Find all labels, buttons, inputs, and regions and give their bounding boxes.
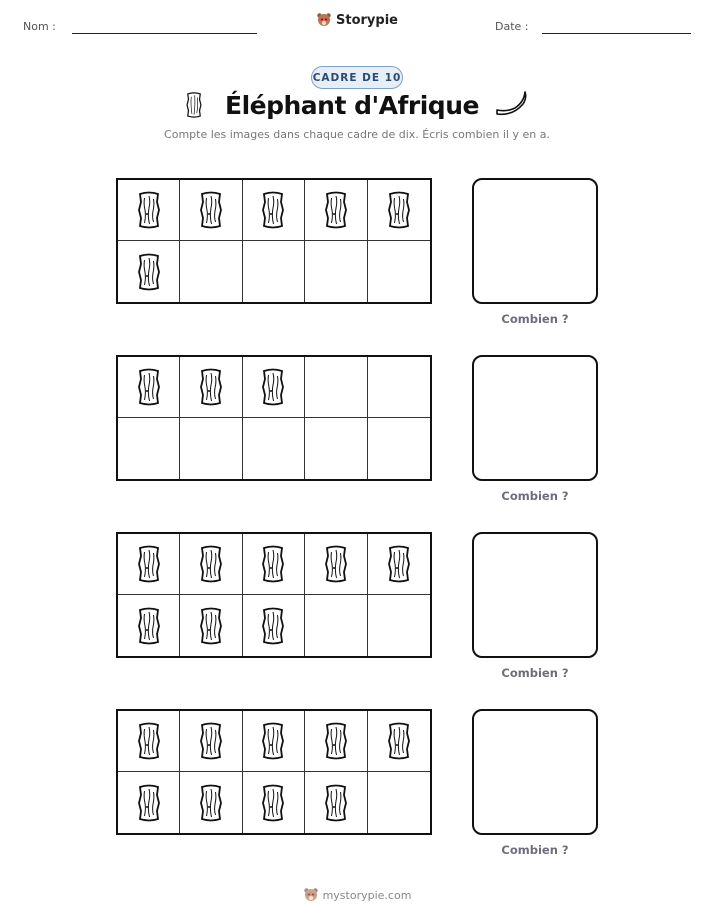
answer-box-4[interactable] [472, 709, 598, 835]
tree-log-icon [323, 544, 349, 584]
tree-log-icon [260, 606, 286, 646]
frame-cell [180, 357, 242, 418]
tree-log-icon [136, 544, 162, 584]
footer-url[interactable]: mystorypie.com [322, 888, 412, 902]
frame-cell [305, 534, 367, 595]
tree-log-icon [136, 252, 162, 292]
tree-log-icon [386, 721, 412, 761]
tree-log-icon [260, 721, 286, 761]
frame-cell [118, 711, 180, 772]
date-label: Date : [495, 20, 529, 33]
answer-box-2[interactable] [472, 355, 598, 481]
name-label: Nom : [23, 20, 56, 33]
frame-cell [368, 534, 430, 595]
tree-log-icon [386, 190, 412, 230]
worksheet-type-badge: CADRE DE 10 [311, 66, 403, 89]
frame-cell [243, 711, 305, 772]
title-row [0, 90, 714, 120]
frame-cell [368, 595, 430, 656]
name-line[interactable] [72, 33, 257, 34]
frame-cell [305, 180, 367, 241]
frame-cell [118, 772, 180, 833]
bear-mascot-icon [303, 887, 319, 903]
frame-cell [118, 241, 180, 302]
date-line[interactable] [542, 33, 691, 34]
tree-log-icon [136, 721, 162, 761]
tree-log-icon [198, 190, 224, 230]
combien-label-4: Combien ? [501, 843, 569, 857]
tree-log-icon [136, 190, 162, 230]
tree-log-icon [198, 606, 224, 646]
bear-mascot-icon [316, 12, 332, 28]
combien-label-1: Combien ? [501, 312, 569, 326]
frame-cell [243, 180, 305, 241]
frame-cell [368, 357, 430, 418]
frame-cell [243, 357, 305, 418]
combien-label-3: Combien ? [501, 666, 569, 680]
ten-frame-1 [116, 178, 432, 304]
frame-cell [243, 534, 305, 595]
frame-cell [118, 357, 180, 418]
frame-cell [305, 772, 367, 833]
frame-cell [243, 418, 305, 479]
tree-log-icon [323, 190, 349, 230]
frame-cell [180, 241, 242, 302]
tree-log-icon [260, 190, 286, 230]
tree-log-icon [136, 783, 162, 823]
tree-log-icon [198, 367, 224, 407]
tree-log-icon [260, 367, 286, 407]
tusk-icon [495, 90, 529, 120]
frame-cell [243, 241, 305, 302]
tree-log-icon [323, 783, 349, 823]
answer-box-3[interactable] [472, 532, 598, 658]
tree-log-icon [198, 544, 224, 584]
tree-log-icon [136, 367, 162, 407]
frame-cell [180, 711, 242, 772]
frame-cell [243, 595, 305, 656]
frame-cell [180, 595, 242, 656]
tree-log-icon [136, 606, 162, 646]
tree-log-icon [185, 90, 203, 120]
tree-log-icon [260, 783, 286, 823]
footer [0, 887, 714, 908]
frame-cell [368, 772, 430, 833]
ten-frame-3 [116, 532, 432, 658]
ten-frame-4 [116, 709, 432, 835]
frame-cell [180, 180, 242, 241]
brand-name: Storypie [336, 12, 398, 28]
frame-cell [118, 180, 180, 241]
frame-cell [118, 418, 180, 479]
frame-cell [118, 534, 180, 595]
instructions: Compte les images dans chaque cadre de dix. Écris combien il y en a. [164, 128, 550, 141]
ten-frame-2 [116, 355, 432, 481]
frame-cell [368, 418, 430, 479]
combien-label-2: Combien ? [501, 489, 569, 503]
frame-cell [180, 772, 242, 833]
frame-cell [180, 534, 242, 595]
brand-logo [0, 12, 714, 33]
frame-cell [305, 595, 367, 656]
page-title: Éléphant d'Afrique [225, 90, 479, 120]
tree-log-icon [323, 721, 349, 761]
frame-cell [180, 418, 242, 479]
frame-cell [118, 595, 180, 656]
frame-cell [305, 418, 367, 479]
frame-cell [368, 241, 430, 302]
tree-log-icon [198, 783, 224, 823]
frame-cell [368, 180, 430, 241]
frame-cell [305, 357, 367, 418]
answer-box-1[interactable] [472, 178, 598, 304]
tree-log-icon [386, 544, 412, 584]
frame-cell [305, 241, 367, 302]
tree-log-icon [198, 721, 224, 761]
frame-cell [243, 772, 305, 833]
frame-cell [368, 711, 430, 772]
frame-cell [305, 711, 367, 772]
tree-log-icon [260, 544, 286, 584]
